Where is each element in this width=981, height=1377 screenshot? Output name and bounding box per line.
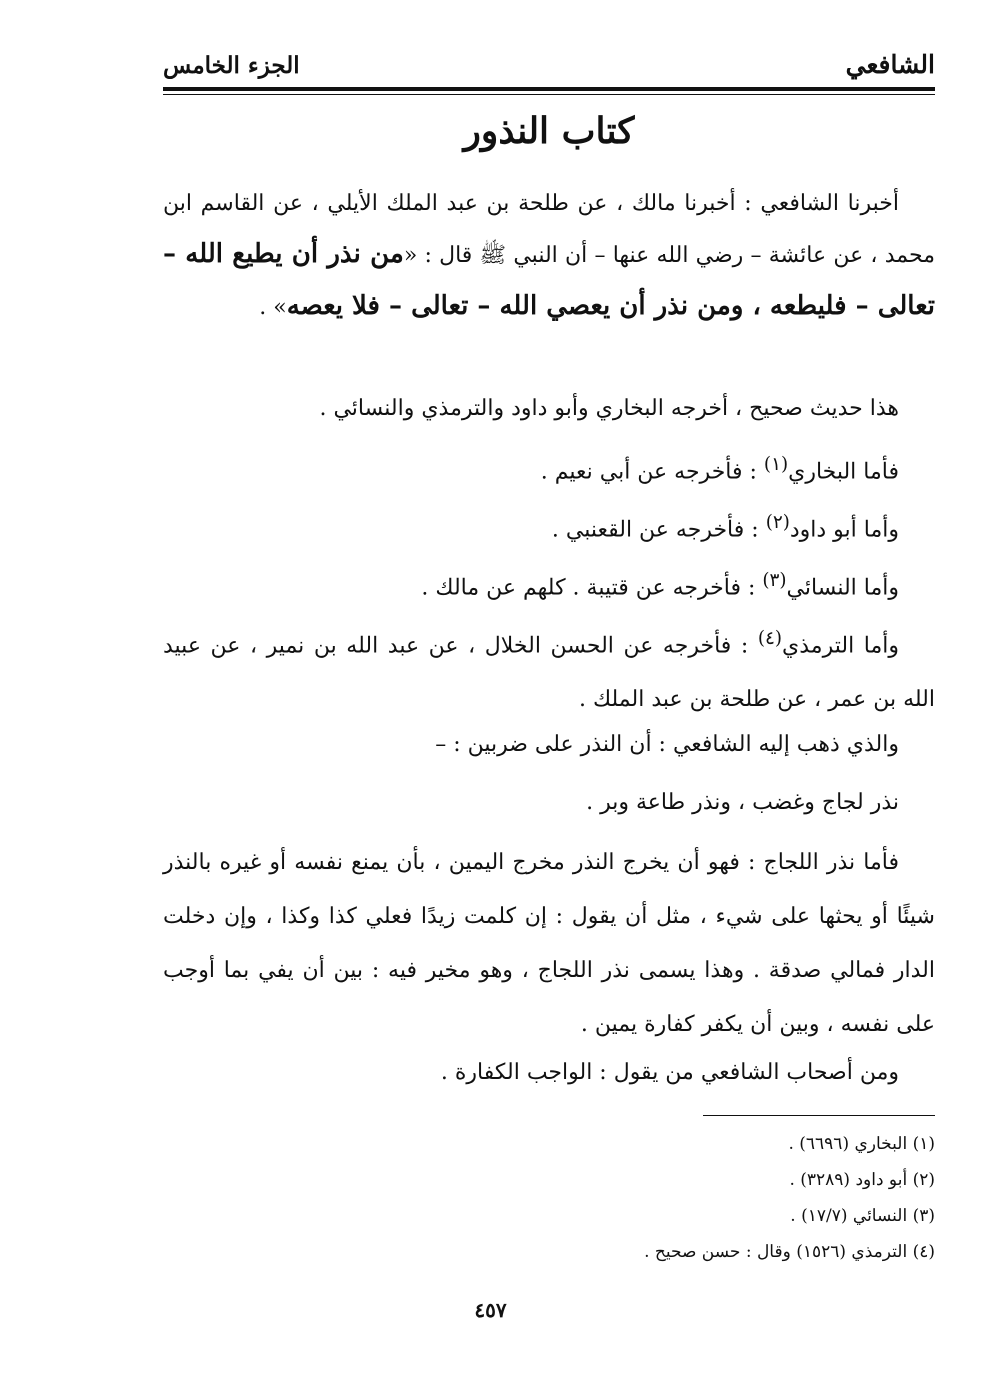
footnote-4: (٤) الترمذي (١٥٢٦) وقال : حسن صحيح . [644, 1242, 935, 1262]
footnote-ref-4: (٤) [757, 628, 783, 649]
fiqh-paragraph-1: والذي ذهب إليه الشافعي : أن النذر على ضربين : – [435, 732, 899, 757]
footnote-ref-3: (٣) [762, 570, 787, 591]
page-number: ٤٥٧ [474, 1298, 507, 1322]
footnote-ref-2: (٢) [765, 512, 790, 533]
takhrij-bukhari: فأما البخاري$^{(١)}$ : فأخرجه عن أبي نعيم . [540, 454, 899, 485]
footnote-separator [703, 1115, 935, 1116]
footnote-2: (٢) أبو داود (٣٢٨٩) . [789, 1170, 935, 1190]
header-rule-thin [163, 94, 935, 95]
hadith-end: » . [259, 295, 287, 320]
running-header [163, 48, 935, 88]
takhrij-summary: هذا حديث صحيح ، أخرجه البخاري وأبو داود والترمذي والنسائي . [319, 396, 899, 421]
volume-header: الجزء الخامس [163, 52, 300, 79]
hadith-isnad: أخبرنا الشافعي : أخبرنا مالك ، عن طلحة بن عبد الملك الأيلي ، عن القاسم ابن محمد ، عن عائشة – رضي الله عنها – أن النبي ﷺ قال : « [163, 191, 935, 268]
takhrij-abudawud: وأما أبو داود$^{(٢)}$ : فأخرجه عن القعنبي . [551, 512, 899, 543]
footnotes [163, 1126, 935, 1270]
fiqh-paragraph-4: ومن أصحاب الشافعي من يقول : الواجب الكفارة . [440, 1060, 899, 1085]
chapter-title: كتاب النذور [463, 110, 635, 152]
footnote-ref-1: (١) [763, 454, 789, 475]
hadith-paragraph [163, 178, 935, 333]
takhrij-nasai: وأما النسائي$^{(٣)}$ : فأخرجه عن قتيبة . كلهم عن مالك . [421, 570, 899, 601]
footnote-3: (٣) النسائي (١٧/٧) . [790, 1206, 935, 1226]
footnote-1: (١) البخاري (٦٦٩٦) . [788, 1134, 935, 1154]
takhrij-tirmidhi: وأما الترمذي$^{(٤)}$ : فأخرجه عن الحسن الخلال ، عن عبد الله بن نمير ، عن عبيد الله بن عمر ، عن طلحة بن عبد الملك . [163, 628, 935, 713]
fiqh-paragraph-3: فأما نذر اللجاج : فهو أن يخرج النذر مخرج اليمين ، بأن يمنع نفسه أو غيره بالنذر شيئًا أو يحثها على شيء ، مثل أن يقول : إن كلمت زيدًا فعلي كذا وكذا ، وإن دخلت الدار فمالي صدقة . وهذا يسمى نذر اللجاج ، وهو مخير فيه : بين أن يفي بما أوجب على نفسه ، وبين أن يكفر كفارة يمين . [163, 850, 935, 1037]
hadith-matn: من نذر أن يطيع الله – تعالى – فليطعه ، ومن نذر أن يعصي الله – تعالى – فلا يعصه [163, 239, 935, 321]
book-title-header: الشافعي [845, 50, 935, 79]
fiqh-paragraph-2: نذر لجاج وغضب ، ونذر طاعة وبر . [586, 790, 899, 815]
header-rule-thick [163, 87, 935, 91]
